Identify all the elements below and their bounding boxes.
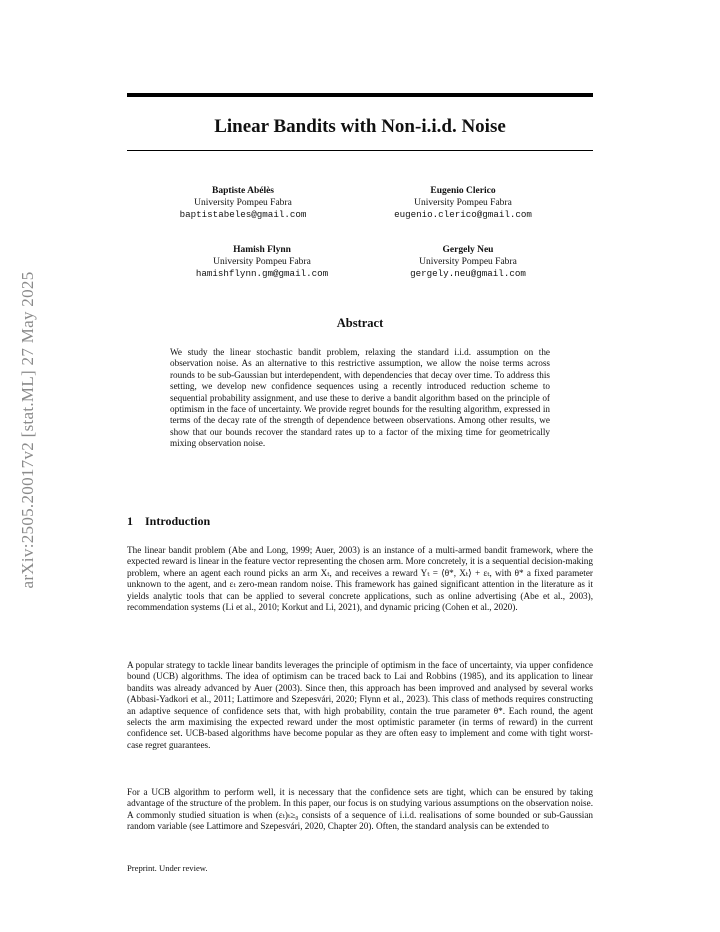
section-number: 1 <box>127 514 133 528</box>
abstract-heading: Abstract <box>336 316 384 330</box>
author-name: Eugenio Clerico <box>430 186 496 196</box>
author-name: Gergely Neu <box>442 245 494 255</box>
arxiv-side-stamp <box>8 210 48 650</box>
section-title: Introduction <box>145 514 211 528</box>
author-affiliation: University Pompeu Fabra <box>213 256 311 267</box>
footer-note: Preprint. Under review. <box>127 863 208 873</box>
author-affiliation: University Pompeu Fabra <box>414 197 512 208</box>
author-block <box>353 245 583 280</box>
paper-title: Linear Bandits with Non-i.i.d. Noise <box>214 116 506 137</box>
author-email[interactable]: gergely.neu@gmail.com <box>410 268 526 279</box>
author-email[interactable]: hamishflynn.gm@gmail.com <box>195 268 329 279</box>
author-block <box>147 245 377 280</box>
author-affiliation: University Pompeu Fabra <box>194 197 292 208</box>
author-email[interactable]: baptistabeles@gmail.com <box>179 209 307 220</box>
author-affiliation: University Pompeu Fabra <box>419 256 517 267</box>
body-paragraph: For a UCB algorithm to perform well, it is necessary that the confidence sets are tight, which can be ensured by taking advantage of the structure of the problem. In this paper, our focus is on studying various assumptions on the observation noise. A commonly studied situation is when (εₜ)ₜ≥₀ consists of a sequence of i.i.d. realisations of some bounded or sub-Gaussian random variable (see Lattimore and Szepesvári, 2020, Chapter 20). Often, the standard analysis can be extended to <box>127 787 593 832</box>
body-paragraph: A popular strategy to tackle linear bandits leverages the principle of optimism in the face of uncertainty, via upper confidence bound (UCB) algorithms. The idea of optimism can be traced back to Lai and Robbins (1985), and its application to linear bandits was already advanced by Auer (2003). Since then, this approach has been improved and analysed by several works (Abbasi-Yadkori et al., 2011; Lattimore and Szepesvári, 2020; Flynn et al., 2023). This class of methods requires constructing an adaptive sequence of confidence sets that, with high probability, contain the true parameter θ*. Each round, the agent selects the arm maximising the expected reward under the most optimistic parameter (in terms of reward) in the current confidence set. UCB-based algorithms have become popular as they are often easy to implement and come with tight worst-case regret guarantees. <box>127 660 593 750</box>
author-name: Hamish Flynn <box>233 245 291 255</box>
author-name: Baptiste Abélès <box>211 186 274 196</box>
body-paragraph: The linear bandit problem (Abe and Long, 1999; Auer, 2003) is an instance of a multi-armed bandit framework, where the expected reward is linear in the feature vector representing the chosen arm. More concretely, it is a sequential decision-making problem, where an agent each round picks an arm Xₜ, and receives a reward Yₜ = ⟨θ*, Xₜ⟩ + εₜ, with θ* a fixed parameter unknown to the agent, and εₜ zero-mean random noise. This framework has gained significant attention in the literature as it yields analytic tools that can be applied to several concrete applications, such as online advertising (Abe et al., 2003), recommendation systems (Li et al., 2010; Korkut and Li, 2021), and dynamic pricing (Cohen et al., 2020). <box>127 545 593 613</box>
author-block <box>128 186 358 221</box>
title-top-rule <box>127 93 593 97</box>
title-bottom-rule <box>127 150 593 151</box>
author-email[interactable]: eugenio.clerico@gmail.com <box>394 209 532 220</box>
section-heading <box>127 514 210 529</box>
abstract-text: We study the linear stochastic bandit problem, relaxing the standard i.i.d. assumption on the observation noise. As an alternative to this restrictive assumption, we allow the noise terms across rounds to be sub-Gaussian but interdependent, with dependencies that decay over time. To address this setting, we develop new confidence sequences using a recently introduced reduction scheme to sequential probability assignment, and use these to derive a bandit algorithm based on the principle of optimism in the face of uncertainty. We provide regret bounds for the resulting algorithm, expressed in terms of the decay rate of the strength of dependence between observations. Among other results, we show that our bounds recover the standard rates up to a factor of the mixing time for geometrically mixing observation noise. <box>170 347 550 449</box>
arxiv-identifier: arXiv:2505.20017v2 [stat.ML] 27 May 2025 <box>18 271 37 589</box>
author-block <box>348 186 578 221</box>
